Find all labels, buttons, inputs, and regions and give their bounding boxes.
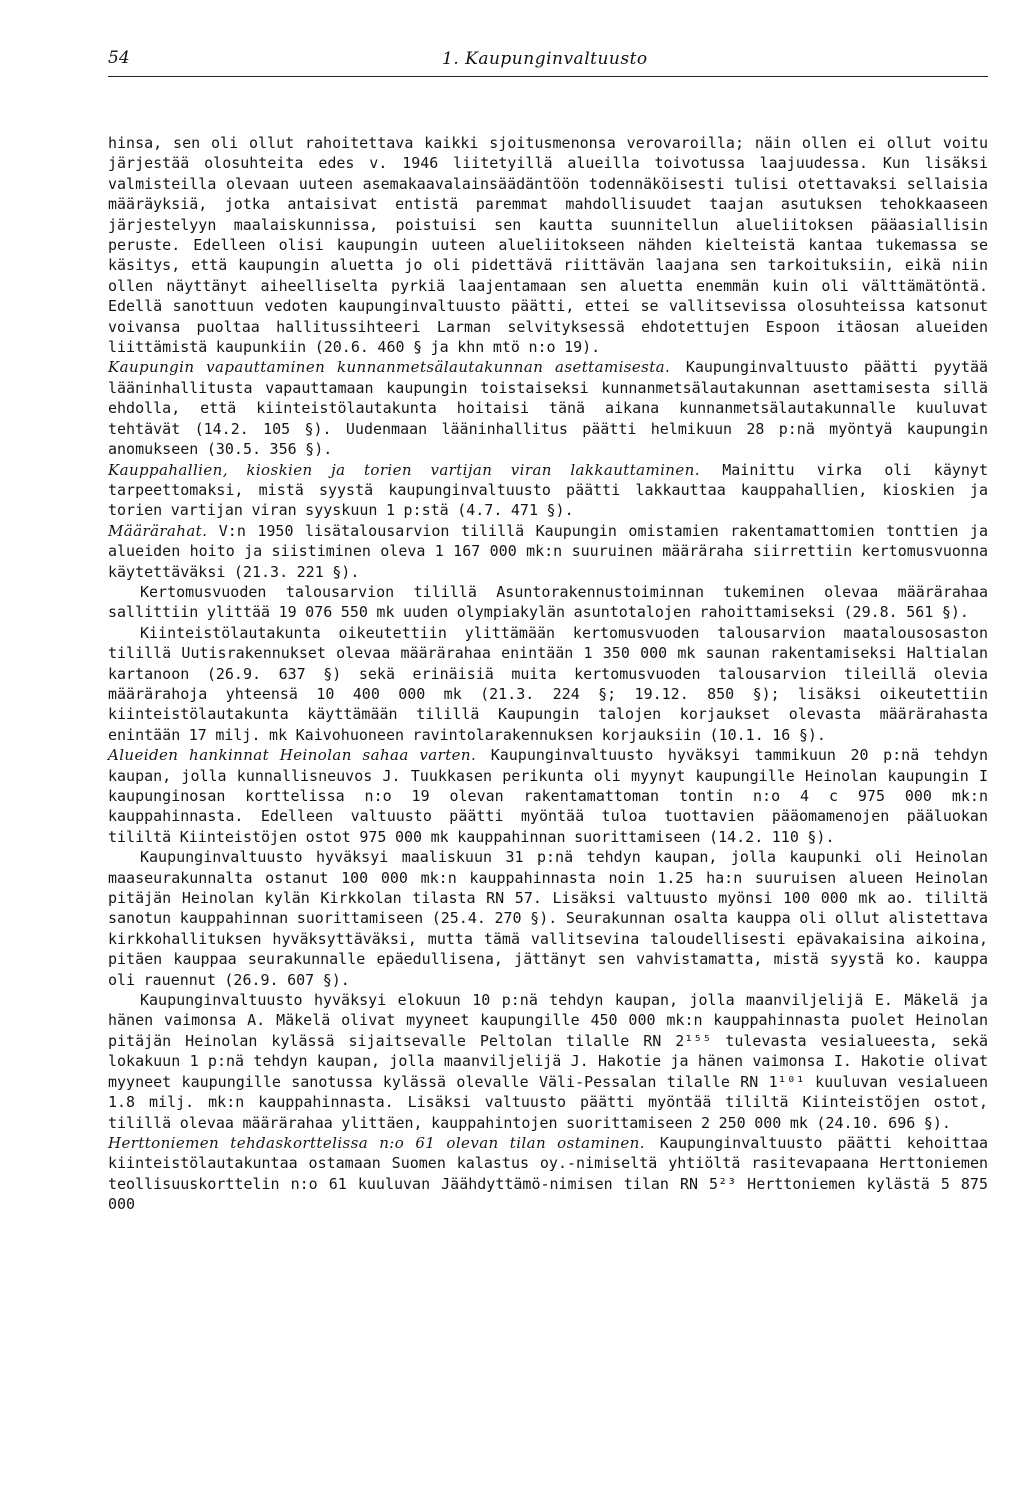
section-heading: Määrärahat. [108, 521, 208, 540]
section-heading: Kauppahallien, kioskien ja torien vartijan viran lakkauttaminen. [108, 460, 700, 479]
page-number: 54 [108, 48, 130, 68]
paragraph-text: Kaupunginvaltuusto hyväksyi maaliskuun 31 p:nä tehdyn kaupan, jolla kaupunki oli Heinolan maaseurakunnalta ostanut 100 000 mk:n kauppahinnasta noin 1.25 ha:n suuruisen alueen Heinolan pitäjän Heinolan kylän Kirkkolan tilasta RN 57. Lisäksi valtuusto myönsi 100 000 mk ao. tililtä sanotun kauppahinnan suorittamiseen (25.4. 270 §). Seurakunnan osalta kauppa oli ollut alistettava kirkkohallituksen hyväksyttäväksi, mutta tämä vallitsevina taloudellisesti epävakaisina aikoina, pitäen kauppaa seurakunnalle epäedullisena, jättänyt sen vahvistamatta, mistä syystä ko. kauppa oli rauennut (26.9. 607 §). [108, 848, 988, 989]
paragraph [108, 521, 988, 582]
paragraph [108, 990, 988, 1133]
paragraph [108, 357, 988, 459]
body-text [108, 133, 988, 1215]
paragraph-text: V:n 1950 lisätalousarvion tilillä Kaupungin omistamien rakentamattomien tonttien ja alueiden hoito ja siistiminen oleva 1 167 000 mk:n suuruinen määräraha siirrettiin kertomusvuonna käytettäväksi (21.3. 221 §). [108, 521, 988, 581]
section-heading: Kaupungin vapauttaminen kunnanmetsälautakunnan asettamisesta. [108, 358, 671, 377]
paragraph [108, 1133, 988, 1215]
document-page [108, 46, 988, 1215]
paragraph [108, 133, 988, 357]
paragraph [108, 460, 988, 521]
paragraph-text: hinsa, sen oli ollut rahoitettava kaikki sjoitusmenonsa verovaroilla; näin ollen ei ollut voitu järjestää olosuhteita edes v. 1946 liitetyillä alueilla toivotussa laajuudessa. Kun lisäksi valmisteilla olevaan uuteen asemakaavalainsäädäntöön todennäköisesti tulisi otettavaksi sellaisia määräyksiä, jotka antaisivat entistä paremmat mahdollisuudet taajan asutuksen tehokkaaseen järjestelyyn maalaiskunnissa, poistuisi sen kautta suunnitellun alueliitoksen pääasiallisin peruste. Edelleen olisi kaupungin uuteen alueliitokseen nähden kielteistä kantaa tukemassa se käsitys, että kaupungin aluetta jo oli pidettävä riittävän laajana sen tarkoituksiin, eikä niin ollen näyttänyt aiheelliselta pyrkiä laajentamaan sen aluetta enemmän kuin oli välttämätöntä. Edellä sanottuun vedoten kaupunginvaltuusto päätti, ettei se vallitsevissa olosuhteissa katsonut voivansa puoltaa hallitussihteeri Larman selvityksessä ehdotettujen Espoon itäosan alueiden liittämistä kaupunkiin (20.6. 460 § ja khn mtö n:o 19). [108, 134, 988, 357]
paragraph-text: Kaupunginvaltuusto hyväksyi elokuun 10 p:nä tehdyn kaupan, jolla maanviljelijä E. Mäkelä ja hänen vaimonsa A. Mäkelä olivat myyneet kaupungille 450 000 mk:n kauppahinnasta puolet Heinolan pitäjän Heinolan kylässä sijaitsevalle Peltolan tilalle RN 2¹⁵⁵ tulevasta vesialueesta, sekä lokakuun 1 p:nä tehdyn kaupan, jolla maanviljelijä J. Hakotie ja hänen vaimonsa I. Hakotie olivat myyneet kaupungille sanotussa kylässä olevalle Väli-Pessalan tilalle RN 1¹⁰¹ kuuluvan vesialueen 1.8 milj. mk:n kauppahinnasta. Lisäksi valtuusto päätti myöntää tililtä Kiinteistöjen ostot, tilillä olevaa määrärahaa ylittäen, kauppahintojen suorittamiseen 2 250 000 mk (24.10. 696 §). [108, 991, 988, 1132]
paragraph-text: Mainittu virka oli käynyt tarpeettomaksi, mistä syystä kaupunginvaltuusto päätti lakkauttaa kauppahallien, kioskien ja torien vartijan viran syyskuun 1 p:stä (4.7. 471 §). [108, 460, 988, 520]
paragraph [108, 623, 988, 745]
paragraph [108, 745, 988, 847]
paragraph-text: Kaupunginvaltuusto hyväksyi tammikuun 20 p:nä tehdyn kaupan, jolla kunnallisneuvos J. Tuukkasen perikunta oli myynyt kaupungille Heinolan kaupungin I kaupunginosan korttelissa n:o 19 olevan rakentamattoman tontin n:o 4 c 975 000 mk:n kauppahinnasta. Edelleen valtuusto päätti myöntää tuloa tuottavien pääomamenojen pääluokan tililtä Kiinteistöjen ostot 975 000 mk kauppahinnan suorittamiseen (14.2. 110 §). [108, 746, 988, 846]
paragraph-text: Kaupunginvaltuusto päätti kehoittaa kiinteistölautakuntaa ostamaan Suomen kalastus oy.-nimiseltä yhtiöltä rasitevapaana Herttoniemen teollisuuskorttelin n:o 61 kuuluvan Jäähdyttämö-nimisen tilan RN 5²³ Herttoniemen kylästä 5 875 000 [108, 1133, 989, 1214]
section-heading: Alueiden hankinnat Heinolan sahaa varten. [108, 746, 477, 765]
running-header [108, 46, 988, 77]
paragraph [108, 582, 988, 623]
paragraph-text: Kiinteistölautakunta oikeutettiin ylittämään kertomusvuoden talousarvion maatalousosaston tilillä Uutisrakennukset olevaa määrärahaa enintään 1 350 000 mk saunan rakentamiseksi Haltialan kartanoon (26.9. 637 §) sekä erinäisiä muita kertomusvuoden talousarvion tileillä olevia määrärahoja yhteensä 10 400 000 mk (21.3. 224 §; 19.12. 850 §); lisäksi oikeutettiin kiinteistölautakunta käyttämään tilillä Kaupungin talojen korjaukset olevasta määrärahasta enintään 17 milj. mk Kaivohuoneen ravintolarakennuksen korjauksiin (10.1. 16 §). [108, 623, 988, 744]
paragraph-text: Kaupunginvaltuusto päätti pyytää lääninhallitusta vapauttamaan kaupungin toistaiseksi kunnanmetsälautakunnan asettamisesta sillä ehdolla, että kiinteistölautakunta hoitaisi tänä aikana kunnanmetsälautakunnalle kuuluvat tehtävät (14.2. 105 §). Uudenmaan lääninhallitus päätti helmikuun 28 p:nä myöntyä kaupungin anomukseen (30.5. 356 §). [108, 358, 988, 459]
running-title: 1. Kaupunginvaltuusto [442, 49, 648, 69]
paragraph [108, 847, 988, 990]
paragraph-text: Kertomusvuoden talousarvion tilillä Asuntorakennustoiminnan tukeminen olevaa määrärahaa sallittiin ylittää 19 076 550 mk uuden olympiakylän asuntotalojen rahoittamiseksi (29.8. 561 §). [108, 582, 988, 622]
section-heading: Herttoniemen tehdaskorttelissa n:o 61 olevan tilan ostaminen. [108, 1133, 645, 1152]
